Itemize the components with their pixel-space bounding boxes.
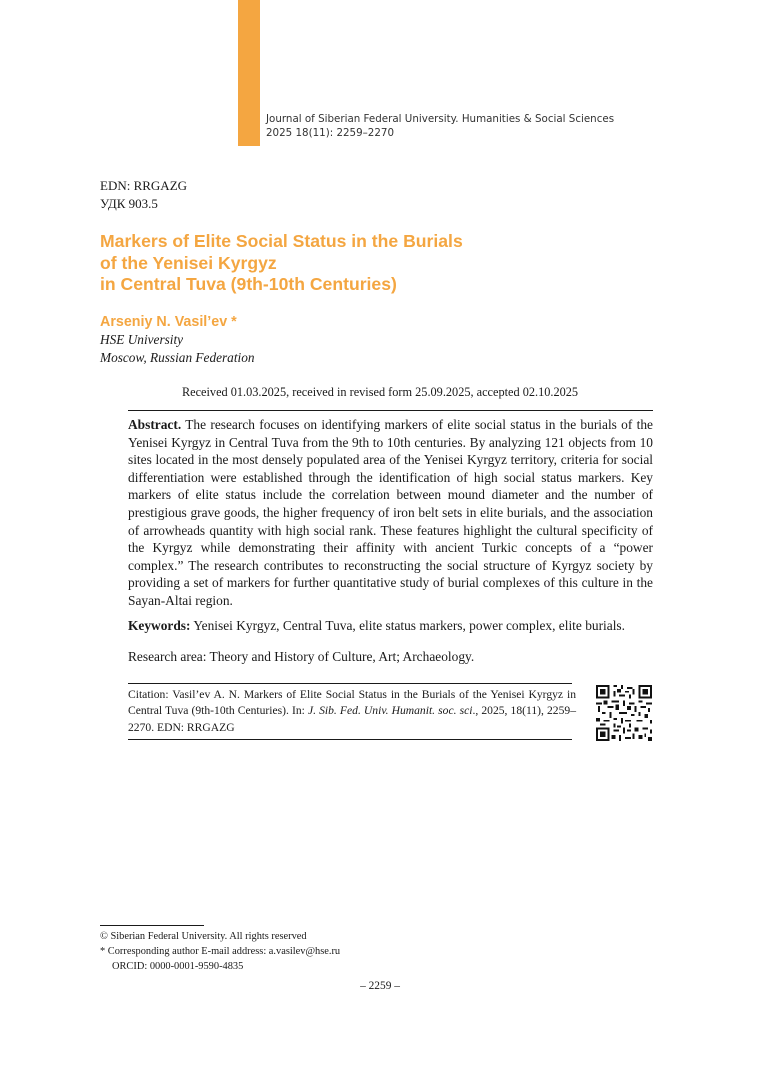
received-dates: Received 01.03.2025, received in revised form 25.09.2025, accepted 02.10.2025 — [181, 385, 579, 399]
keywords-label: Keywords: — [128, 618, 191, 633]
identifiers — [100, 177, 187, 213]
citation-bottom-rule — [128, 739, 572, 740]
journal-name: Journal of Siberian Federal University. Humanities & Social Sciences — [266, 113, 615, 125]
abstract-label: Abstract. — [128, 417, 182, 432]
journal-header — [266, 112, 614, 140]
page-number: – 2259 – — [360, 980, 400, 992]
citation-suffix: ., 2025, 18(11), 2259–2270. EDN: RRGAZG — [128, 704, 576, 734]
keywords — [128, 617, 658, 635]
citation-prefix: Citation: Vasil’ev A. N. Markers of Elite Social Status in the Burials of the Yenisei Kyrgyz in Central Tuva (9th-10th Centuries). In: — [128, 688, 576, 718]
footnote-rule — [100, 925, 204, 926]
author-affiliation — [100, 331, 255, 367]
author-name: Arseniy N. Vasil’ev * — [100, 314, 237, 330]
journal-issue: 2025 18(11): 2259–2270 — [266, 127, 395, 139]
affiliation-location: Moscow, Russian Federation — [100, 350, 255, 365]
title-line: Markers of Elite Social Status in the Burials — [100, 231, 463, 251]
keywords-text: Yenisei Kyrgyz, Central Tuva, elite status markers, power complex, elite burials. — [190, 618, 625, 633]
footnote-orcid: ORCID: 0000-0001-9590-4835 — [112, 961, 244, 972]
citation-top-rule — [128, 683, 572, 684]
paper-title — [100, 231, 560, 296]
footnote-corresponding: * Corresponding author E-mail address: a.vasilev@hse.ru — [100, 946, 341, 957]
udk-code: УДК 903.5 — [100, 196, 158, 211]
abstract — [128, 416, 653, 610]
citation — [128, 687, 576, 736]
abstract-text: The research focuses on identifying markers of elite social status in the burials of the Yenisei Kyrgyz in Central Tuva from the 9th to 10th centuries. By analyzing 121 objects from 10 sites located in the most densely populated area of the Yenisei Kyrgyz territory, criteria for social differentiation were established through the identification of high social status markers. Key markers of elite status include the correlation between mound diameter and the number of prestigious grave goods, the higher frequency of iron belt sets in elite burials, and the association of arrowheads quantity with high social rank. These features highlight the cultural specificity of the Kyrgyz while demonstrating their affinity with ancient Turkic concepts of a “power complex.” The research contributes to reconstructing the social structure of Kyrgyz society by providing a set of markers for further quantitative study of burial complexes of this culture in the Sayan-Altai region. — [128, 417, 653, 608]
footnote-copyright: © Siberian Federal University. All rights reserved — [100, 931, 307, 942]
citation-journal: J. Sib. Fed. Univ. Humanit. soc. sci — [307, 704, 473, 718]
research-area: Research area: Theory and History of Culture, Art; Archaeology. — [128, 649, 475, 664]
accent-bar — [238, 0, 260, 146]
qr-code-icon — [596, 685, 652, 741]
affiliation-name: HSE University — [100, 332, 184, 347]
title-line: in Central Tuva (9th-10th Centuries) — [100, 274, 397, 294]
abstract-top-rule — [128, 410, 653, 411]
title-line: of the Yenisei Kyrgyz — [100, 252, 277, 273]
edn-code: EDN: RRGAZG — [100, 178, 188, 193]
